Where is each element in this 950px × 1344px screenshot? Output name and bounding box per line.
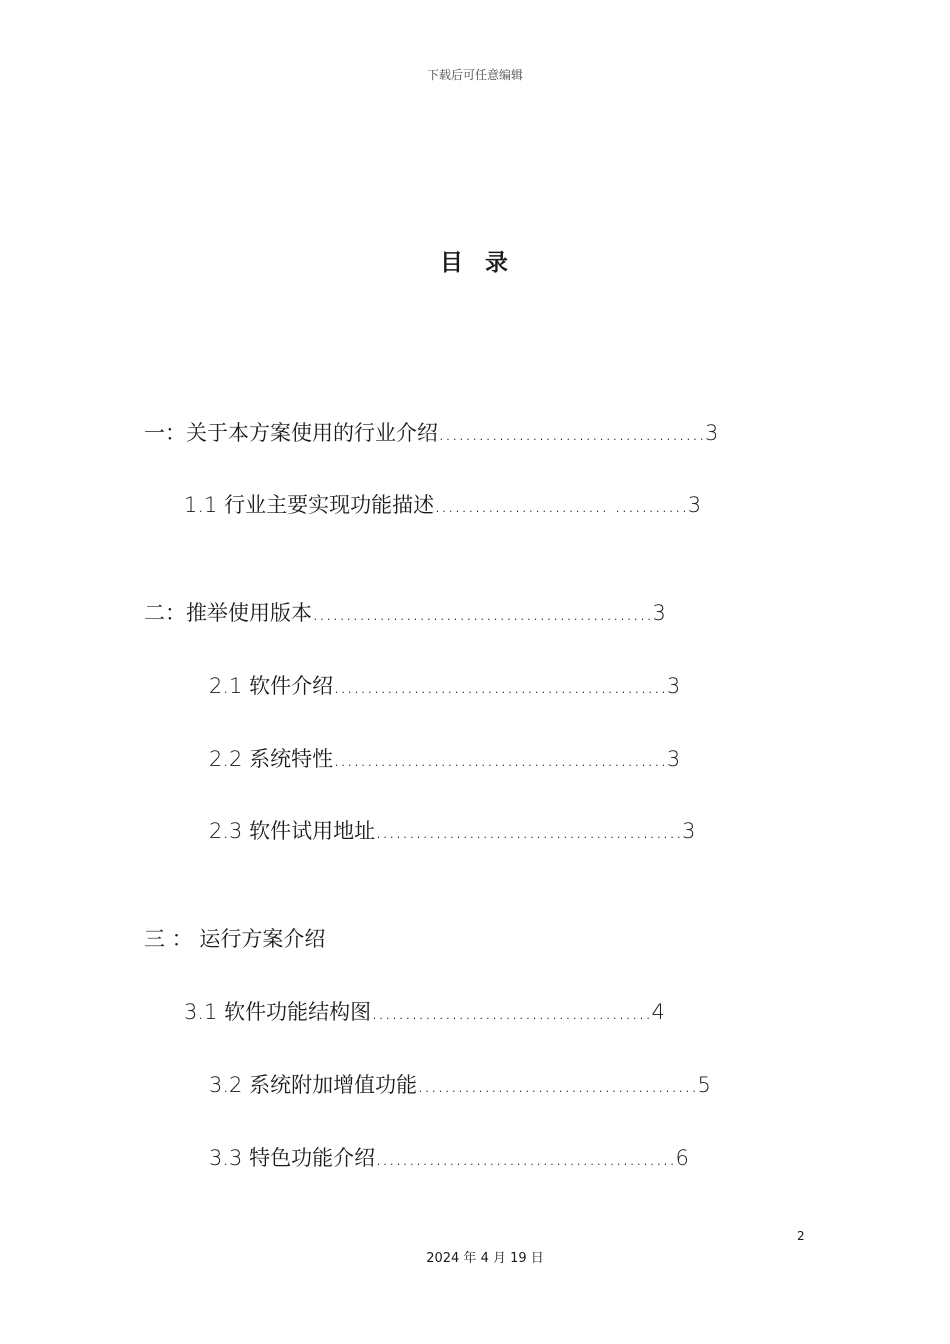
toc-entry-label: 3.3 特色功能介绍 (209, 1146, 376, 1170)
toc-entry[interactable] (184, 491, 701, 519)
toc-entry[interactable] (209, 1071, 711, 1099)
toc-entry[interactable] (144, 599, 666, 627)
toc-entry-label: 一：关于本方案使用的行业介绍 (144, 421, 438, 445)
toc-entry-dots: ................................................... (312, 601, 653, 625)
toc-entry-page: 3 (652, 601, 666, 625)
toc-entry-dots: .................................................. (333, 747, 667, 771)
toc-entry-label: 1.1 行业主要实现功能描述 (184, 493, 435, 517)
toc-entry-label: 2.2 系统特性 (209, 747, 334, 771)
toc-entry-page: 3 (682, 819, 696, 843)
toc-entry-dots: .......................................... (371, 1000, 652, 1024)
toc-entry[interactable] (209, 745, 680, 773)
toc-entry[interactable] (184, 998, 665, 1026)
toc-entry-page: 6 (675, 1146, 689, 1170)
toc-entry-label: 2.3 软件试用地址 (209, 819, 376, 843)
toc-entry-label: 3.1 软件功能结构图 (184, 1000, 372, 1024)
toc-entry-label: 3.2 系统附加增值功能 (209, 1073, 418, 1097)
toc-entry[interactable] (144, 419, 718, 447)
toc-entry-page: 3 (666, 674, 681, 698)
toc-entry-dots: .............................................. (375, 819, 683, 843)
toc-entry-dots: .......................... ........... (434, 493, 688, 517)
toc-title-part2: 录 (485, 250, 510, 276)
toc-entry-dots: .................................................. (333, 674, 667, 698)
toc-entry-page: 4 (651, 1000, 665, 1024)
toc-entry[interactable] (209, 817, 696, 845)
toc-entry-dots: ............................................. (375, 1146, 676, 1170)
toc-entry-page: 5 (697, 1073, 711, 1097)
toc-entry-dots: .......................................... (417, 1073, 698, 1097)
toc-entry-page: 3 (687, 493, 702, 517)
header-note: 下载后可任意编辑 (426, 68, 523, 82)
toc-entry-label: 三 ： 运行方案介绍 (144, 927, 326, 951)
toc-entry[interactable] (209, 672, 680, 700)
toc-entry[interactable] (144, 925, 325, 953)
toc-entry-label: 2.1 软件介绍 (209, 674, 334, 698)
toc-title (0, 244, 950, 277)
toc-entry-label: 二：推举使用版本 (144, 601, 312, 625)
page-number: 2 (797, 1229, 805, 1243)
toc-entry-dots: ........................................ (438, 421, 706, 445)
footer-date: 2024 年 4 月 19 日 (426, 1251, 544, 1266)
toc-entry[interactable] (209, 1144, 689, 1172)
toc-title-part1: 目 (440, 250, 465, 276)
toc-entry-page: 3 (705, 421, 719, 445)
toc-entry-page: 3 (666, 747, 681, 771)
